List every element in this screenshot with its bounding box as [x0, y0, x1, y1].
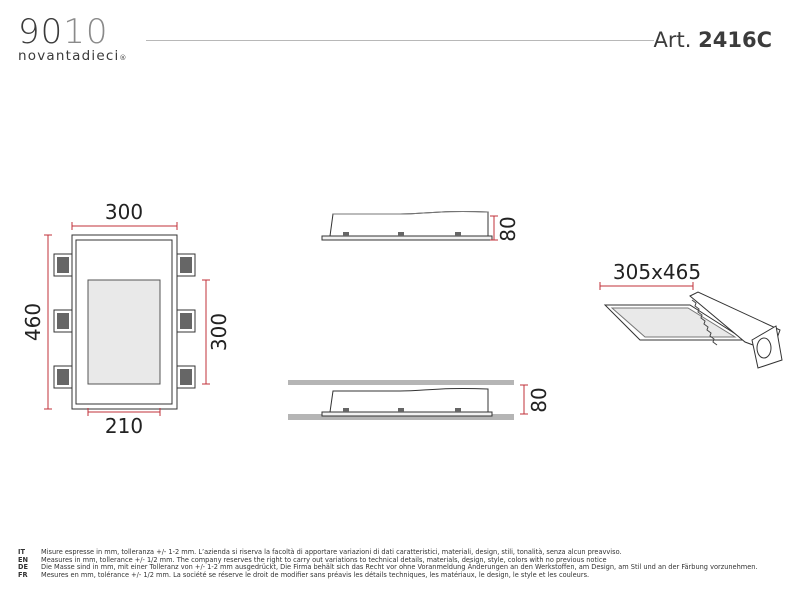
clip-right-mid: [177, 310, 195, 332]
side-flange: [322, 236, 492, 240]
legal-lang: EN: [18, 555, 29, 564]
legal-text: Misure espresse in mm, tolleranza +/- 1-2 mm. L’azienda si riserva la facoltà di apportare variazioni di dati caratteristici, materiali, design, stili, tonalità, senza alcun preavviso.: [41, 548, 622, 556]
front-height-label: 460: [21, 302, 45, 342]
side-view: [322, 211, 492, 240]
section-view: [288, 380, 514, 420]
cutout-view: [605, 292, 782, 368]
section-flange: [322, 412, 492, 416]
side-body: [330, 211, 488, 236]
front-width-label: 300: [104, 200, 144, 224]
legal-lang: FR: [18, 570, 28, 579]
clip-left-bottom: [54, 366, 72, 388]
brand-name-text: novantadieci: [18, 48, 120, 64]
front-view: [54, 235, 195, 409]
legal-text: Measures in mm, tollerance +/- 1/2 mm. The company reserves the right to carry out variations to technical details, materials, design, style, colors with no previous notice: [41, 555, 607, 564]
inner-height-label: 300: [207, 312, 231, 352]
section-body: [330, 388, 488, 412]
saw-handle-grip: [757, 338, 771, 358]
section-height-label: 80: [527, 387, 551, 413]
diffuser-panel: [88, 280, 160, 384]
legal-lang: DE: [18, 563, 28, 572]
clip-left-mid: [54, 310, 72, 332]
clip-left-top: [54, 254, 72, 276]
article-number: 2416C: [698, 28, 772, 52]
brand-mark: ®: [119, 54, 128, 62]
ceiling-top: [288, 380, 514, 385]
legal-text: Mesures en mm, tolérance +/- 1/2 mm. La société se réserve le droit de modifier sans préavis les détails techniques, les matériaux, le design, le style et les couleurs.: [41, 570, 590, 579]
clip-right-top: [177, 254, 195, 276]
brand-number-dark: 90: [18, 12, 64, 52]
article-prefix: Art.: [653, 28, 692, 52]
cutout-label: 305x465: [612, 260, 702, 284]
inner-width-label: 210: [104, 414, 144, 438]
clip-right-bottom: [177, 366, 195, 388]
legal-row-fr: [18, 572, 758, 580]
legal-lang: IT: [18, 548, 25, 556]
legal-disclaimer: [18, 549, 758, 579]
brand-number-light: 10: [63, 12, 109, 52]
side-height-label: 80: [496, 216, 520, 242]
legal-text: Die Masse sind in mm, mit einer Tolleranz von +/- 1-2 mm ausgedrückt, Die Firma behält sich das Recht vor ohne Voranmeldung Änderungen an den Werkstoffen, am Design, am Stil und an der Färbung vorzunehmen.: [41, 563, 758, 572]
